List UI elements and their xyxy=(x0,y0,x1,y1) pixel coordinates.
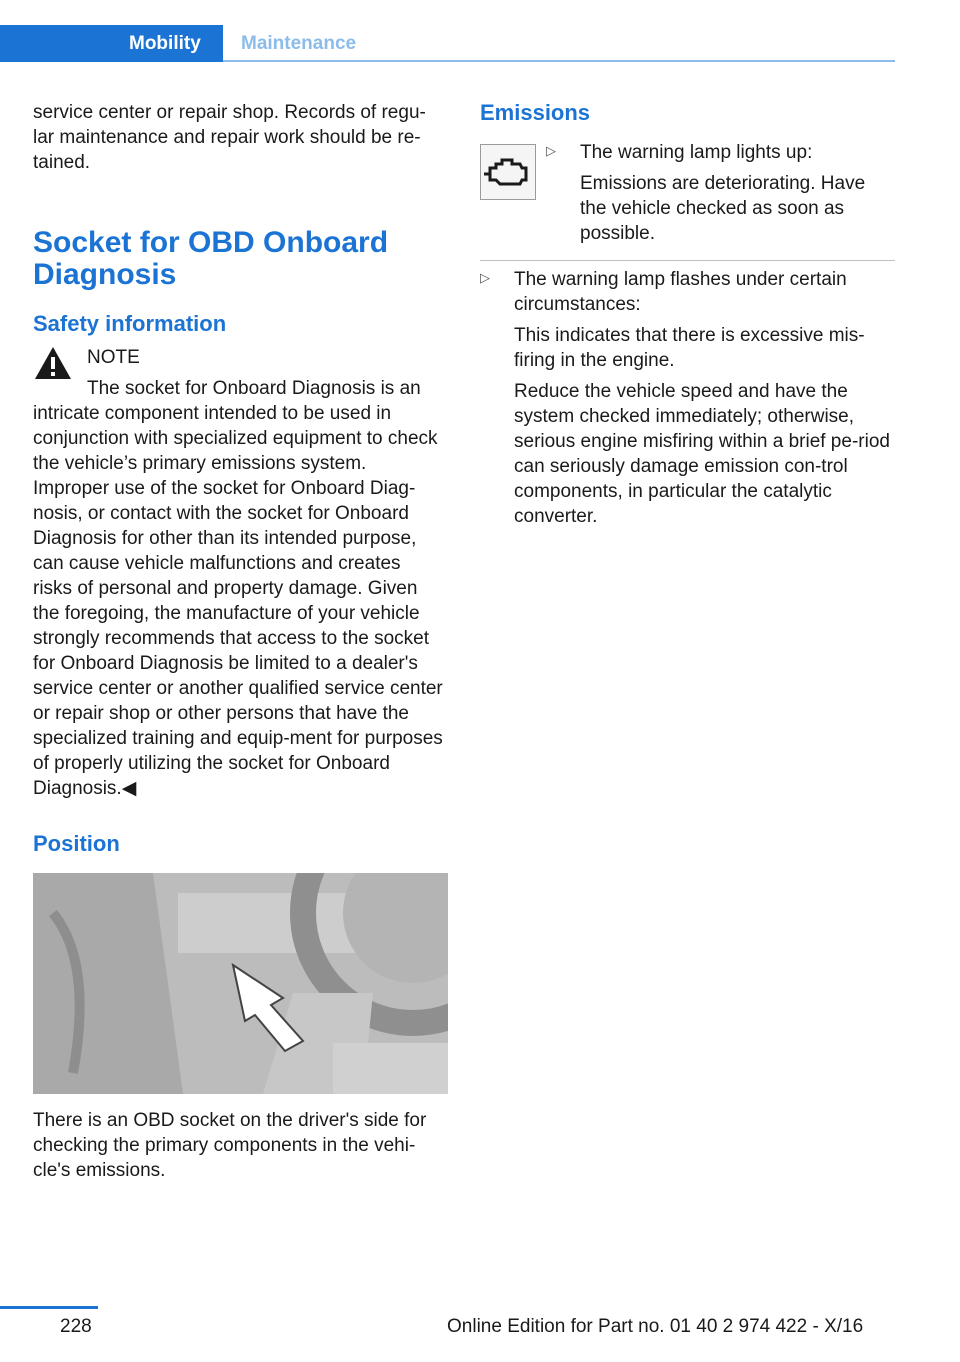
tab-rule xyxy=(223,60,895,62)
footer-bar xyxy=(0,1306,98,1309)
note-label: NOTE xyxy=(87,347,140,368)
engine-check-icon xyxy=(480,144,536,200)
item1-title: The warning lamp lights up: xyxy=(580,142,813,163)
divider xyxy=(480,260,895,261)
position-heading: Position xyxy=(33,831,120,856)
list-item-lights-up xyxy=(480,140,895,250)
position-text: There is an OBD socket on the driver's side for checking the primary components in the vehi-cle's emissions. xyxy=(33,1110,427,1181)
triangle-bullet-icon: ▷ xyxy=(546,143,556,158)
item2-text1: This indicates that there is excessive mis-firing in the engine. xyxy=(514,325,865,371)
right-column xyxy=(480,100,895,529)
section-tabs xyxy=(0,25,895,62)
tab-maintenance[interactable]: Maintenance xyxy=(241,33,357,54)
item2-title: The warning lamp flashes under certain circumstances: xyxy=(514,269,847,315)
tab-mobility[interactable]: Mobility xyxy=(0,25,223,62)
warning-triangle-icon xyxy=(33,345,73,381)
triangle-bullet-icon: ▷ xyxy=(480,270,490,285)
obd-socket-photo xyxy=(33,873,448,1094)
emissions-heading: Emissions xyxy=(480,100,591,125)
item2-text2: Reduce the vehicle speed and have the system checked immediately; otherwise, serious engine misfiring within a brief pe-riod can seriously damage emission con-trol components, in particular the catalytic converter. xyxy=(514,381,890,527)
edition-text: Online Edition for Part no. 01 40 2 974 422 - X/16 xyxy=(447,1316,864,1337)
list-item-2 xyxy=(480,267,895,529)
safety-note xyxy=(33,345,443,801)
page-number: 228 xyxy=(60,1316,92,1337)
left-column xyxy=(33,100,443,1183)
note-text: The socket for Onboard Diagnosis is an intricate component intended to be used in conjunction with specialized equipment to check the vehicle’s primary emissions system. Improper use of the socket for Onboard Diag-nosis, or contact with the socket for Onboard Diagnosis for other than its intended purpose, can cause vehicle malfunctions and creates risks of personal and property damage. Given the foregoing, the manufacture of your vehicle strongly recommends that access to the socket for Onboard Diagnosis be limited to a dealer's service center or another qualified service center or repair shop or other persons that have the specialized training and equip-ment for purposes of properly utilizing the socket for Onboard Diagnosis.◀ xyxy=(33,378,443,799)
safety-heading: Safety information xyxy=(33,311,227,336)
list-item-1 xyxy=(546,140,895,246)
intro-paragraph: service center or repair shop. Records of regu-lar maintenance and repair work should be re-tained. xyxy=(33,102,426,173)
item1-text: Emissions are deteriorating. Have the vehicle checked as soon as possible. xyxy=(580,173,866,244)
section-heading: Socket for OBD Onboard Diagnosis xyxy=(33,226,389,291)
